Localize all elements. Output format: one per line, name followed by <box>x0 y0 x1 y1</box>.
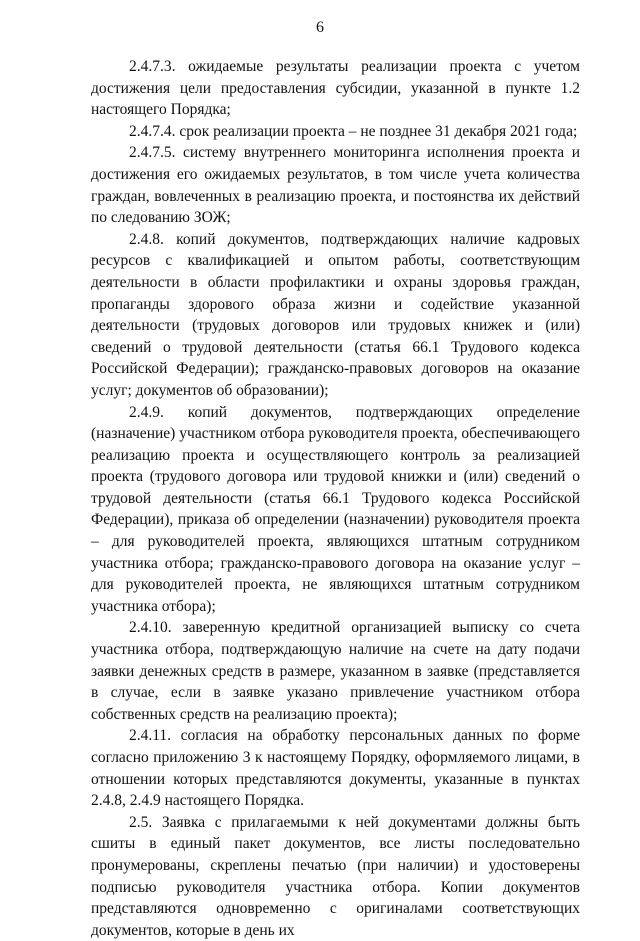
paragraph-2-5: 2.5. Заявка с прилагаемыми к ней документами должны быть сшиты в единый пакет документов, все листы последовательно пронумерованы, скреплены печатью (при наличии) и удостоверены подписью руководителя участника отбора. Копии документов представляются одновременно с оригиналами соответствующих документов, которые в день их <box>91 813 580 939</box>
paragraph-2-4-11: 2.4.11. согласия на обработку персональных данных по форме согласно приложению 3 к настоящему Порядку, оформляемого лицами, в отношении которых представляются документы, указанные в пунктах 2.4.8, 2.4.9 настоящего Порядка. <box>91 727 580 810</box>
page-number: 6 <box>316 19 324 36</box>
paragraph-2-4-7-4: 2.4.7.4. срок реализации проекта – не позднее 31 декабря 2021 года; <box>129 122 578 140</box>
paragraph-2-4-8: 2.4.8. копий документов, подтверждающих наличие кадровых ресурсов с квалификацией и опытом работы, соответствующим деятельности в области профилактики и охраны здоровья граждан, пропаганды здорового образа жизни и содействие указанной деятельности (трудовых договоров или трудовых книжек и (или) сведений о трудовой деятельности (статья 66.1 Трудового кодекса Российской Федерации); гражданско-правовых договоров на оказание услуг; документов об образовании); <box>91 230 580 399</box>
paragraph-2-4-9: 2.4.9. копий документов, подтверждающих определение (назначение) участником отбора руководителя проекта, обеспечивающего реализацию проекта и осуществляющего контроль за реализацией проекта (трудового договора или трудовой книжки и (или) сведений о трудовой деятельности (статья 66.1 Трудового кодекса Российской Федерации), приказа об определении (назначении) руководителя проекта – для руководителей проекта, являющихся штатным сотрудником участника отбора; гражданско-правового договора на оказание услуг – для руководителей проекта, не являющихся штатным сотрудником участника отбора); <box>91 403 580 615</box>
paragraph-2-4-7-3: 2.4.7.3. ожидаемые результаты реализации проекта с учетом достижения цели предоставления субсидии, указанной в пункте 1.2 настоящего Порядка; <box>91 58 580 119</box>
paragraph-2-4-7-5: 2.4.7.5. систему внутреннего мониторинга исполнения проекта и достижения его ожидаемых результатов, в том числе учета количества граждан, вовлеченных в реализацию проекта, и постоянства их действий по следованию ЗОЖ; <box>91 144 580 227</box>
paragraph-2-4-10: 2.4.10. заверенную кредитной организацией выписку со счета участника отбора, подтверждающую наличие на счете на дату подачи заявки денежных средств в размере, указанном в заявке (представляется в случае, если в заявке указано привлечение участником отбора собственных средств на реализацию проекта); <box>91 619 580 723</box>
document-body <box>91 56 580 941</box>
